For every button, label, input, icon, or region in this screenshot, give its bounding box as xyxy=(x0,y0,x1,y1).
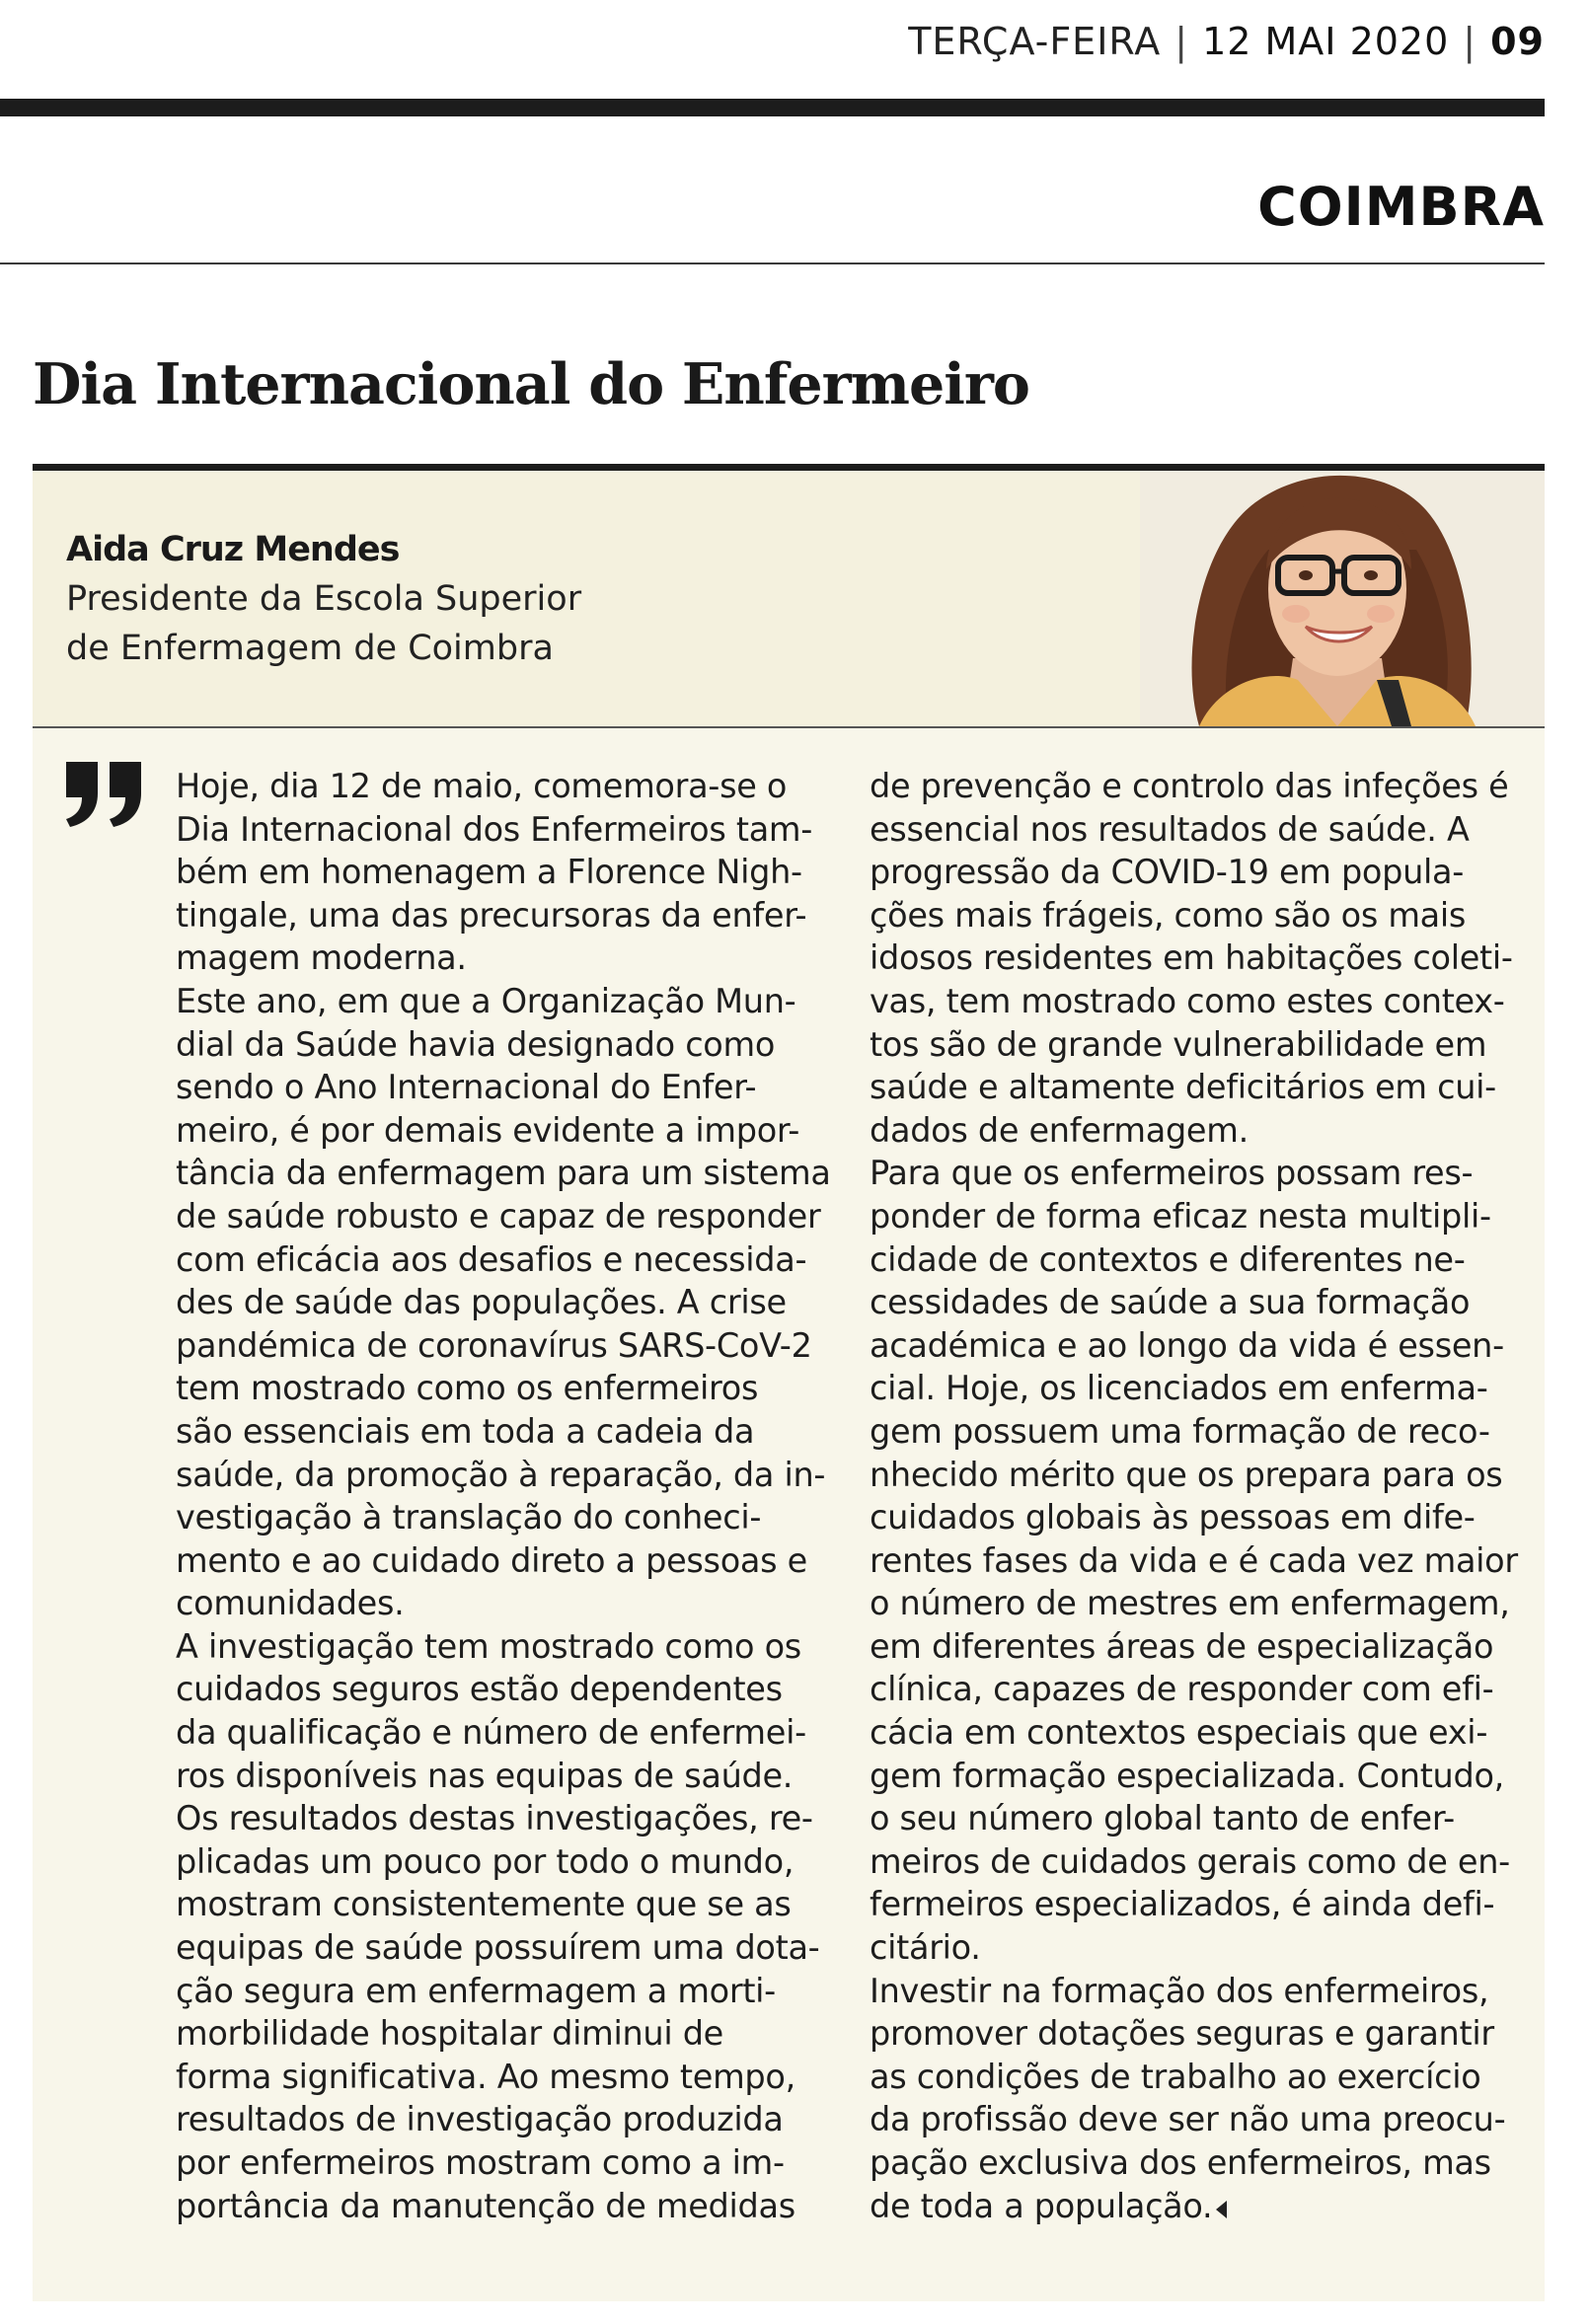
article-text-line: Para que os enfermeiros possam res- xyxy=(870,1154,1474,1193)
article-text-line: tingale, uma das precursoras da enfer- xyxy=(176,895,807,935)
article-top-rule xyxy=(33,464,1545,471)
article-text-line: rentes fases da vida e é cada vez maior xyxy=(870,1540,1518,1580)
article-text-line: as condições de trabalho ao exercício xyxy=(870,2057,1481,2096)
article-text-line: Este ano, em que a Organização Mun- xyxy=(176,981,796,1020)
weekday: TERÇA-FEIRA xyxy=(908,20,1162,63)
article-text-line: bém em homenagem a Florence Nigh- xyxy=(176,853,802,892)
article-text-line: cuidados globais às pessoas em dife- xyxy=(870,1498,1476,1537)
article-text-line: sendo o Ano Internacional do Enfer- xyxy=(176,1068,757,1107)
author-role-line: Presidente da Escola Superior xyxy=(66,579,582,619)
author-name: Aida Cruz Mendes xyxy=(66,530,400,569)
issue-date: 12 MAI 2020 xyxy=(1202,20,1450,63)
article-text-line: progressão da COVID-19 em popula- xyxy=(870,853,1465,892)
article-text-line: promover dotações seguras e garantir xyxy=(870,2014,1494,2054)
author-role-line: de Enfermagem de Coimbra xyxy=(66,629,554,668)
article-text-line: tos são de grande vulnerabilidade em xyxy=(870,1024,1487,1064)
page-number: 09 xyxy=(1490,20,1545,63)
article-text-line: em diferentes áreas de especialização xyxy=(870,1626,1494,1666)
article-text-line: mento e ao cuidado direto a pessoas e xyxy=(176,1540,807,1580)
article-column-right xyxy=(870,765,1541,2227)
dateline-separator: | xyxy=(1463,20,1477,63)
article-text-line: ponder de forma eficaz nesta multipli- xyxy=(870,1196,1491,1236)
article-text-line: dial da Saúde havia designado como xyxy=(176,1024,776,1064)
article-text-line: tância da enfermagem para um sistema xyxy=(176,1154,831,1193)
article-text-line: vas, tem mostrado como estes contex- xyxy=(870,981,1505,1020)
article-text-line: de toda a população. xyxy=(870,2185,1541,2228)
article-text-line: dados de enfermagem. xyxy=(870,1110,1249,1150)
byline-rule xyxy=(33,726,1545,728)
article-text-line: da profissão deve ser não uma preocu- xyxy=(870,2100,1506,2139)
author-photo-illustration xyxy=(1140,471,1545,726)
article-text-line: cácia em contextos especiais que exi- xyxy=(870,1713,1488,1753)
article-text-line: portância da manutenção de medidas xyxy=(176,2186,795,2225)
article-text-line: forma significativa. Ao mesmo tempo, xyxy=(176,2057,795,2096)
article-text-line: vestigação à translação do conheci- xyxy=(176,1498,762,1537)
article-text-line: são essenciais em toda a cadeia da xyxy=(176,1411,755,1451)
article-box xyxy=(33,464,1545,2301)
article-text-line: comunidades. xyxy=(176,1584,405,1623)
article-text-line: equipas de saúde possuírem uma dota- xyxy=(176,1928,820,1968)
header-rule xyxy=(0,99,1545,116)
article-text-line: cidade de contextos e diferentes ne- xyxy=(870,1239,1466,1279)
article-text-line: magem moderna. xyxy=(176,938,467,978)
end-triangle-icon xyxy=(1216,2201,1227,2218)
article-text-line: da qualificação e número de enfermei- xyxy=(176,1713,806,1753)
article-text-line: por enfermeiros mostram como a im- xyxy=(176,2143,785,2182)
article-text-line: morbilidade hospitalar diminui de xyxy=(176,2014,723,2054)
article-text-line: saúde, da promoção à reparação, da in- xyxy=(176,1455,826,1494)
article-text-line: académica e ao longo da vida é essen- xyxy=(870,1325,1504,1365)
article-text-line: tem mostrado como os enfermeiros xyxy=(176,1369,759,1408)
article-text-line: des de saúde das populações. A crise xyxy=(176,1283,787,1322)
article-text-line: clínica, capazes de responder com efi- xyxy=(870,1670,1494,1709)
article-text-line: pação exclusiva dos enfermeiros, mas xyxy=(870,2143,1491,2182)
article-text-line: gem formação especializada. Contudo, xyxy=(870,1756,1504,1795)
article-text-line: o número de mestres em enfermagem, xyxy=(870,1584,1510,1623)
article-text-line: meiro, é por demais evidente a impor- xyxy=(176,1110,800,1150)
article-text-line: de prevenção e controlo das infeções é xyxy=(870,767,1509,805)
article-text-line: idosos residentes em habitações coleti- xyxy=(870,938,1513,978)
article-headline: Dia Internacional do Enfermeiro xyxy=(33,351,1029,417)
article-text-line: com eficácia aos desafios e necessida- xyxy=(176,1239,807,1279)
dateline-separator: | xyxy=(1174,20,1189,63)
section-rule xyxy=(0,262,1545,264)
article-text-line: Investir na formação dos enfermeiros, xyxy=(870,1971,1489,2010)
article-text-line: cessidades de saúde a sua formação xyxy=(870,1283,1471,1322)
article-text-line: o seu número global tanto de enfer- xyxy=(870,1799,1455,1838)
article-text-line: fermeiros especializados, é ainda defi- xyxy=(870,1885,1495,1924)
quote-icon xyxy=(62,760,147,829)
article-text-line: nhecido mérito que os prepara para os xyxy=(870,1455,1503,1494)
article-text-line: ros disponíveis nas equipas de saúde. xyxy=(176,1756,794,1795)
article-text-line: A investigação tem mostrado como os xyxy=(176,1626,801,1666)
article-text-line: Hoje, dia 12 de maio, comemora-se o xyxy=(176,767,788,805)
article-text-line: saúde e altamente deficitários em cui- xyxy=(870,1068,1496,1107)
article-text-line: ção segura em enfermagem a morti- xyxy=(176,1971,776,2010)
article-text-line: gem possuem uma formação de reco- xyxy=(870,1411,1490,1451)
article-text-line: Os resultados destas investigações, re- xyxy=(176,1799,813,1838)
article-text-line: ções mais frágeis, como são os mais xyxy=(870,895,1467,935)
author-photo xyxy=(1140,471,1545,726)
article-text-line: pandémica de coronavírus SARS-CoV-2 xyxy=(176,1325,812,1365)
article-text-line: Dia Internacional dos Enfermeiros tam- xyxy=(176,809,813,849)
article-text-line: cuidados seguros estão dependentes xyxy=(176,1670,783,1709)
article-text-line: essencial nos resultados de saúde. A xyxy=(870,809,1470,849)
page-dateline xyxy=(908,20,1545,63)
article-text-line: citário. xyxy=(870,1928,981,1968)
article-text-line: de saúde robusto e capaz de responder xyxy=(176,1196,821,1236)
article-text-line: meiros de cuidados gerais como de en- xyxy=(870,1841,1510,1881)
section-title: COIMBRA xyxy=(1257,176,1545,238)
article-text-line: mostram consistentemente que se as xyxy=(176,1885,792,1924)
article-text-line: plicadas um pouco por todo o mundo, xyxy=(176,1841,795,1881)
article-text-line: resultados de investigação produzida xyxy=(176,2100,784,2139)
article-column-left xyxy=(176,765,831,2227)
article-text-line: cial. Hoje, os licenciados em enferma- xyxy=(870,1369,1488,1408)
